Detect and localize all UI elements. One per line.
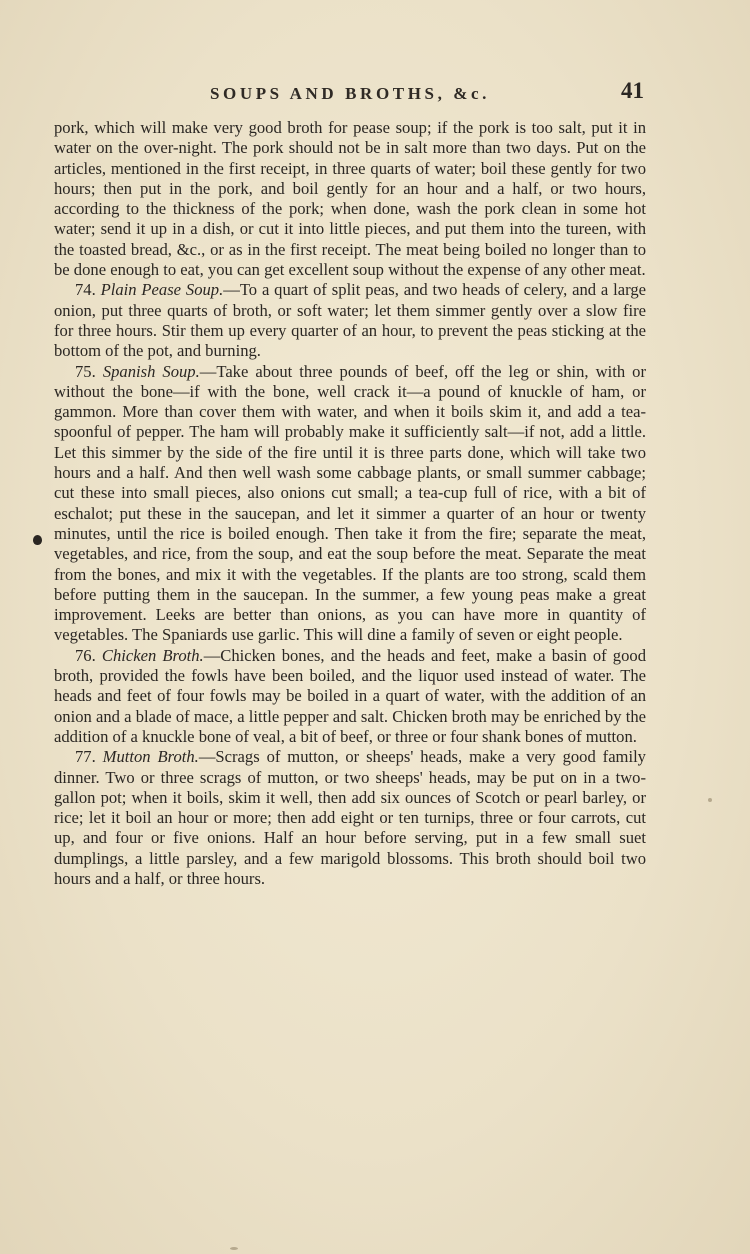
recipe-title: Mutton Broth. [102, 747, 199, 767]
recipe-number: 75. [75, 361, 96, 381]
recipe-76-chicken-broth [54, 646, 646, 747]
recipe-75-spanish-soup [54, 362, 646, 646]
page-header [54, 78, 646, 112]
page-body [54, 118, 646, 889]
recipe-77-mutton-broth [54, 747, 646, 889]
paper-speck [708, 798, 712, 802]
recipe-74-plain-pease-soup [54, 280, 646, 361]
recipe-text: —To a quart of split peas, and two heads of celery, and a large onion, put three quarts of broth, or soft water; let them simmer gently over a slow fire for three hours. Stir them up every quarter of an hour, to prevent the peas sticking at the bottom of the pot, and burning. [54, 280, 646, 361]
recipe-number: 77. [75, 747, 96, 767]
paper-speck [230, 1247, 238, 1250]
paragraph-text: pork, which will make very good broth for pease soup; if the pork is too salt, put it in water on the over-night. The pork should not be in salt more than two days. Put on the articles, mentioned in the first receipt, in three quarts of water; boil these gently for two hours; then put in the pork, and boil gently for an hour and a half, or two hours, according to the thickness of the pork; when done, wash the pork clean in some hot water; send it up in a dish, or cut it into little pieces, and put them into the tureen, with the toasted bread, &c., or as in the first receipt. The meat being boiled no longer than to be done enough to eat, you can get excellent soup without the expense of any other meat. [54, 118, 646, 280]
recipe-number: 76. [75, 645, 96, 665]
margin-bullet-mark [33, 535, 42, 545]
page-number: 41 [621, 78, 644, 103]
recipe-text: —Take about three pounds of beef, off the leg or shin, with or without the bone—if with the bone, well crack it—a pound of knuckle of ham, or gammon. More than cover them with water, and when it boils skim it, and add a tea-spoonful of pepper. The ham will probably make it sufficiently salt—if not, add a little. Let this simmer by the side of the fire until it is three parts done, which will take two hours and a half. And then well wash some cabbage plants, or small summer cabbage; cut these into small pieces, also onions cut small; a tea-cup full of rice, with a bit of eschalot; put these in the saucepan, and let it simmer a quarter of an hour or twenty minutes, until the rice is boiled enough. Then take it from the fire; separate the meat, vegetables, and rice, from the soup, and eat the soup before the meat. Separate the meat from the bones, and mix it with the vegetables. If the plants are too strong, scald them before putting them in the saucepan. In the summer, a few young peas make a great improvement. Leeks are better than onions, as you can have more in quantity of vegetables. The Spaniards use garlic. This will dine a family of seven or eight people. [54, 361, 646, 645]
recipe-title: Spanish Soup. [102, 361, 200, 381]
recipe-text: —Chicken bones, and the heads and feet, make a basin of good broth, provided the fowls have been boiled, and the liquor used instead of water. The heads and feet of four fowls may be boiled in a quart of water, with the addition of an onion and a blade of mace, a little pepper and salt. Chicken broth may be enriched by the addition of a knuckle bone of veal, a bit of beef, or three or four shank bones of mutton. [54, 645, 646, 746]
recipe-title: Plain Pease Soup. [100, 280, 224, 300]
paragraph-continuation [54, 118, 646, 280]
recipe-title: Chicken Broth. [101, 645, 204, 665]
recipe-text: —Scrags of mutton, or sheeps' heads, make a very good family dinner. Two or three scrags of mutton, or two sheeps' heads, may be put on in a two-gallon pot; when it boils, skim it well, then add six ounces of Scotch or pearl barley, or rice; let it boil an hour or more; then add eight or ten turnips, three or four carrots, cut up, and four or five onions. Half an hour before serving, put in a few small suet dumplings, a little parsley, and a few marigold blossoms. This broth should boil two hours and a half, or three hours. [54, 747, 646, 888]
recipe-number: 74. [75, 280, 96, 300]
running-head: SOUPS AND BROTHS, &c. [209, 84, 491, 103]
